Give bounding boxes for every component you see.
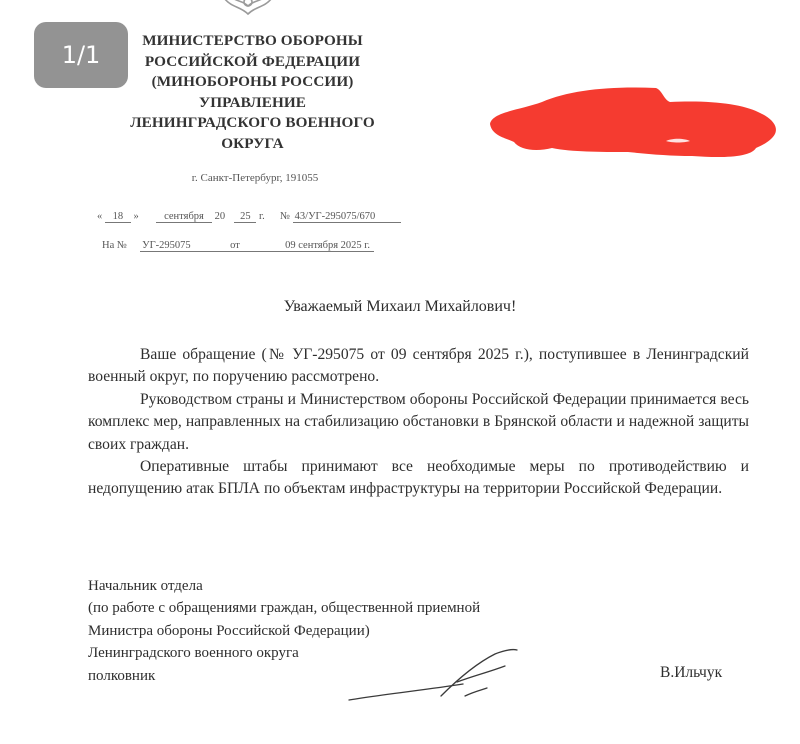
outgoing-reference-row: [97, 211, 401, 223]
incoming-reference-row: [102, 240, 374, 252]
incoming-number: УГ-295075: [142, 240, 191, 251]
letter-paragraph: Оперативные штабы принимают все необходимые меры по противодействию и недопущению атак БПЛА по объектам инфраструктуры на территории Российской Федерации.: [88, 458, 749, 498]
page-indicator-badge: [34, 22, 128, 88]
signer-title-line: Ленинградского военного округа: [88, 645, 299, 662]
redaction-scribble: [480, 66, 780, 166]
outgoing-century: 20: [214, 211, 226, 222]
letterhead-line: РОССИЙСКОЙ ФЕДЕРАЦИИ: [144, 52, 361, 70]
outgoing-number: 43/УГ-295075/670: [293, 211, 401, 223]
outgoing-month: сентября: [156, 211, 212, 223]
coat-of-arms-emblem: [218, 0, 278, 18]
quote-close: »: [133, 211, 139, 222]
incoming-reference-field: [140, 240, 374, 252]
signer-title-line: (по работе с обращениями граждан, общественной приемной: [88, 600, 481, 617]
signer-name: В.Ильчук: [660, 664, 723, 681]
quote-open: «: [97, 211, 103, 222]
letterhead-line: ОКРУГА: [221, 134, 284, 152]
letterhead-line: (МИНОБОРОНЫ РОССИИ): [151, 73, 354, 90]
letterhead-address: г. Санкт-Петербург, 191055: [191, 172, 319, 184]
incoming-number-label: На №: [102, 240, 127, 251]
outgoing-year-suffix: г.: [259, 211, 265, 222]
letterhead-line: УПРАВЛЕНИЕ: [198, 93, 306, 111]
letterhead-title: [95, 31, 410, 154]
letterhead-line: ЛЕНИНГРАДСКОГО ВОЕННОГО: [130, 114, 375, 131]
incoming-date: 09 сентября 2025 г.: [285, 240, 371, 251]
incoming-from-label: от: [230, 240, 240, 251]
signer-rank: полковник: [88, 667, 156, 684]
letter-paragraph: Ваше обращение (№ УГ-295075 от 09 сентября 2025 г.), поступившее в Ленинградский военный округ, по поручению рассмотрено.: [88, 346, 749, 386]
outgoing-year: 25: [234, 211, 256, 223]
handwritten-signature: [345, 640, 535, 710]
signer-title-line: Начальник отдела: [88, 578, 203, 594]
letter-greeting: Уважаемый Михаил Михайлович!: [283, 298, 517, 315]
letter-body: [88, 344, 749, 501]
outgoing-number-label: №: [280, 211, 291, 222]
signer-title-line: Министра обороны Российской Федерации): [88, 622, 370, 639]
letter-paragraph: Руководством страны и Министерством обороны Российской Федерации принимается весь комплекс мер, направленных на стабилизацию обстановки в Брянской области и надежной защиты своих граждан.: [88, 390, 749, 453]
letterhead-line: МИНИСТЕРСТВО ОБОРОНЫ: [142, 32, 363, 49]
page-indicator-text: 1/1: [61, 41, 101, 69]
outgoing-day: 18: [105, 211, 131, 223]
